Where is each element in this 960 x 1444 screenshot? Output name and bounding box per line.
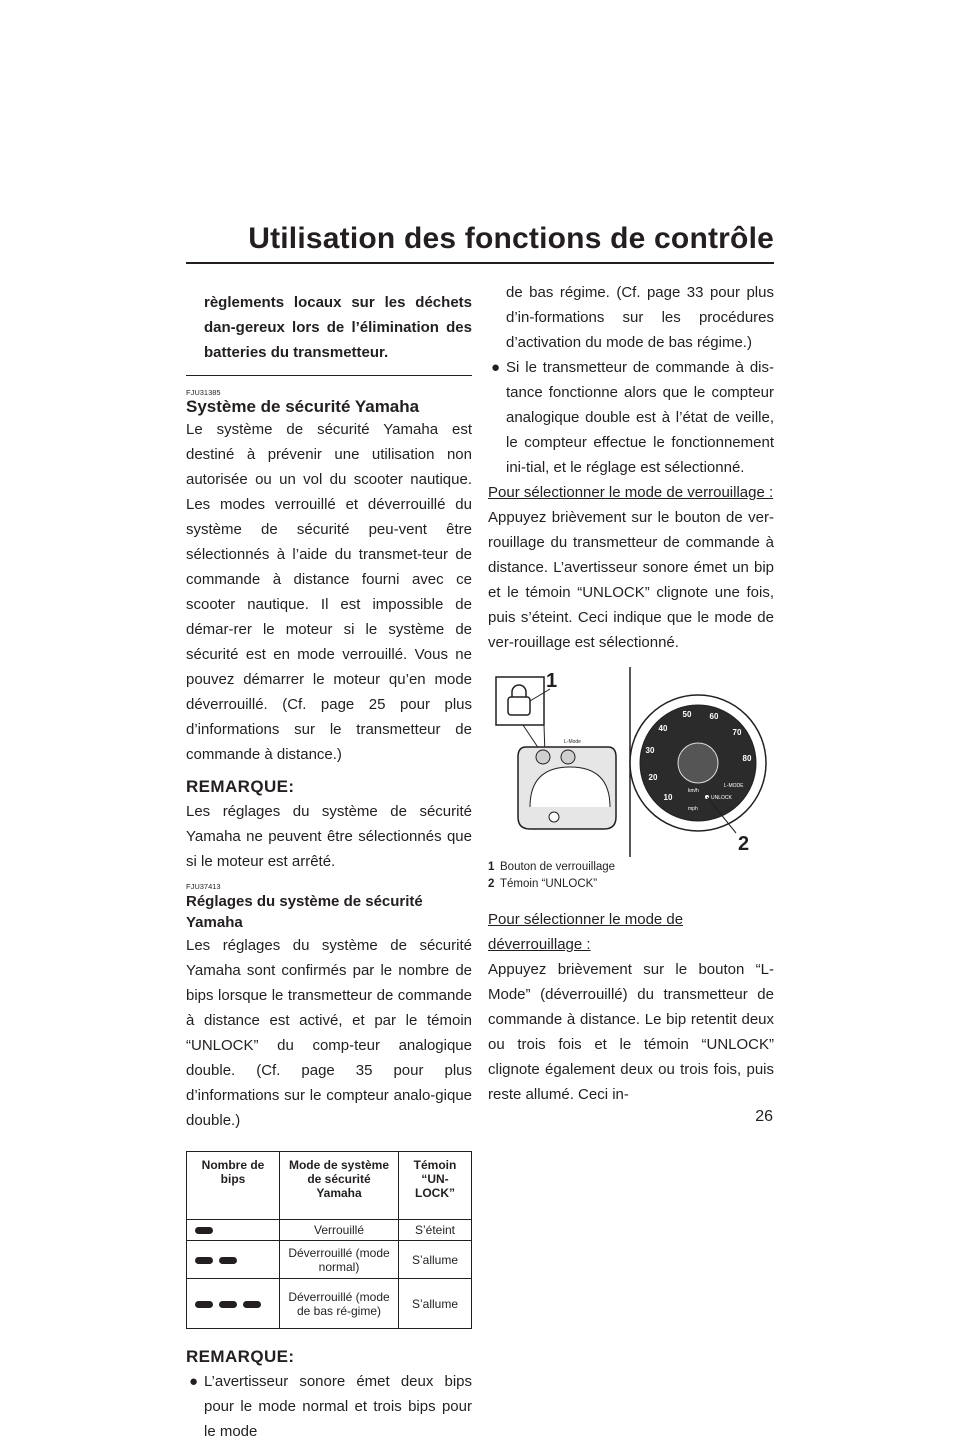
right-column <box>488 280 774 1107</box>
bullet-item <box>186 1369 472 1444</box>
lmode-button-icon <box>561 750 575 764</box>
beep-icon <box>219 1257 237 1264</box>
table-header: Nombre de bips <box>187 1152 280 1220</box>
gauge-unlock-label: UNLOCK <box>711 795 732 801</box>
paragraph: Les réglages du système de sécurité Yamaha sont confirmés par le nombre de bips lorsque le transmetteur de commande à distance est activé, et par le témoin “UNLOCK” du comp-teur analogique double. (Cf. page 35 pour plus d’informations sur le compteur analo-gique double.) <box>186 937 472 1129</box>
caption-text: Bouton de verrouillage <box>500 861 616 873</box>
section-divider <box>186 375 472 376</box>
gauge-tick-label: 30 <box>645 746 655 755</box>
section-code: FJU31385 <box>186 388 221 397</box>
callout-1: 1 <box>546 670 558 692</box>
caption-item <box>488 876 774 893</box>
left-column <box>186 280 472 1444</box>
table-row <box>187 1279 472 1329</box>
table-cell: Déverrouillé (mode normal) <box>280 1241 399 1279</box>
table-cell: S’allume <box>399 1241 472 1279</box>
page-number: 26 <box>755 1108 773 1125</box>
bullet-item-continued <box>488 280 774 355</box>
paragraph: Appuyez brièvement sur le bouton “L-Mode” (déverrouillé) du transmetteur de commande à distance. Le bip retentit deux ou trois fois et le témoin “UNLOCK” clignote également deux ou trois fois, puis reste allumé. Ceci in- <box>488 961 774 1103</box>
subsection-heading: Réglages du système de sécurité Yamaha <box>186 893 423 931</box>
bullet-dot-icon: ● <box>189 1373 199 1390</box>
page-title: Utilisation des fonctions de contrôle <box>248 222 774 255</box>
beep-table <box>186 1151 472 1329</box>
bullet-text: L’avertisseur sonore émet deux bips pour le mode normal et trois bips pour le mode <box>204 1373 472 1440</box>
remote-and-gauge-figure <box>488 667 774 857</box>
table-cell: S’éteint <box>399 1220 472 1241</box>
beep-icon <box>243 1301 261 1308</box>
caption-number: 2 <box>488 878 495 890</box>
figure-caption <box>488 859 774 893</box>
gauge-tick-label: 50 <box>682 710 692 719</box>
gauge-lmode-label: L-MODE <box>724 783 744 789</box>
bullet-text: de bas régime. (Cf. page 33 pour plus d’in-formations sur les procédures d’activation du mode de bas régime.) <box>506 284 774 351</box>
subheading-unlock: Pour sélectionner le mode de déverrouillage : <box>488 911 684 953</box>
gauge-tick-label: 70 <box>732 728 742 737</box>
table-header: Témoin “UN-LOCK” <box>399 1152 472 1220</box>
intro-text: règlements locaux sur les déchets dan-gereux lors de l’élimination des batteries du transmetteur. <box>204 294 472 361</box>
gauge-tick-label: 40 <box>658 724 668 733</box>
table-row <box>187 1241 472 1279</box>
remarque-title: REMARQUE: <box>186 1347 295 1366</box>
bullet-dot-icon: ● <box>491 359 501 376</box>
gauge-center <box>678 743 718 783</box>
gauge-unit-kmh: km/h <box>688 788 699 794</box>
table-header-row <box>187 1152 472 1220</box>
caption-item <box>488 859 774 876</box>
table-cell: S’allume <box>399 1279 472 1329</box>
subheading-lock: Pour sélectionner le mode de verrouillage : <box>488 484 774 501</box>
zoom-box <box>496 677 544 725</box>
beep-icon <box>195 1257 213 1264</box>
caption-number: 1 <box>488 861 495 873</box>
gauge-tick-label: 10 <box>663 793 673 802</box>
beep-count-cell <box>187 1279 280 1329</box>
remarque-text: Les réglages du système de sécurité Yamaha ne peuvent être sélectionnés que si le moteur est arrêté. <box>186 803 472 870</box>
paragraph: Le système de sécurité Yamaha est destiné à prévenir une utilisation non autorisée ou un vol du scooter nautique. Les modes verrouillé et déverrouillé du système de sécurité peu-vent être sélectionnés à l’aide du transmet-teur de commande à distance fourni avec ce scooter nautique. Il est impossible de démar-rer le moteur si le système de sécurité est en mode verrouillé. Vous ne pouvez démarrer le moteur qu’en mode déverrouillé. (Cf. page 25 pour plus d’informations sur le transmetteur de commande à distance.) <box>186 421 472 763</box>
beep-icon <box>219 1301 237 1308</box>
beep-icon <box>195 1227 213 1234</box>
beep-icon <box>195 1301 213 1308</box>
paragraph: Appuyez brièvement sur le bouton de ver-rouillage du transmetteur de commande à distance. L’avertisseur sonore émet un bip et le témoin “UNLOCK” clignote une fois, puis s’éteint. Ceci indique que le mode de ver-rouillage est sélectionné. <box>488 509 774 651</box>
gauge-tick-label: 20 <box>648 773 658 782</box>
remarque-title: REMARQUE: <box>186 777 295 796</box>
section-heading: Système de sécurité Yamaha <box>186 397 420 416</box>
remote-lmode-label: L-Mode <box>564 739 581 745</box>
bullet-text: Si le transmetteur de commande à dis-tance fonctionne alors que le compteur analogique double est à l’état de veille, le compteur effectue le fonctionnement ini-tial, et le réglage est sélectionné. <box>506 359 774 476</box>
title-rule <box>186 262 774 264</box>
table-cell: Verrouillé <box>280 1220 399 1241</box>
gauge-unit-mph: mph <box>688 806 698 812</box>
remote-ring-icon <box>549 812 559 822</box>
bullet-item <box>488 355 774 480</box>
section-code: FJU37413 <box>186 882 221 891</box>
gauge-tick-label: 60 <box>709 712 719 721</box>
lock-button-icon <box>536 750 550 764</box>
table-row <box>187 1220 472 1241</box>
table-cell: Déverrouillé (mode de bas ré-gime) <box>280 1279 399 1329</box>
beep-count-cell <box>187 1241 280 1279</box>
beep-count-cell <box>187 1220 280 1241</box>
caption-text: Témoin “UNLOCK” <box>500 878 598 890</box>
figure-illustration <box>488 667 774 857</box>
gauge-tick-label: 80 <box>742 754 752 763</box>
table-header: Mode de système de sécurité Yamaha <box>280 1152 399 1220</box>
callout-2: 2 <box>738 833 750 855</box>
